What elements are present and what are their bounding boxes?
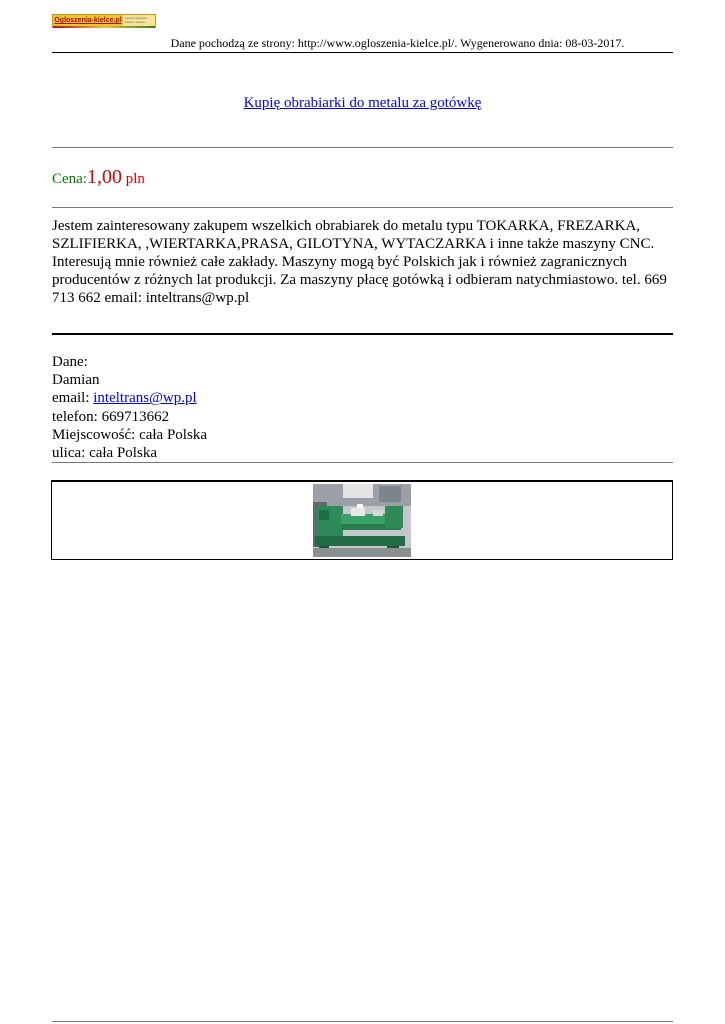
contact-heading: Dane: xyxy=(52,354,88,370)
title-divider xyxy=(52,147,673,148)
price-divider xyxy=(52,207,673,208)
email-label: email: xyxy=(52,390,94,407)
price xyxy=(52,166,145,189)
contact-divider xyxy=(52,462,673,463)
image-gallery xyxy=(51,480,673,560)
listing-title-link[interactable]: Kupię obrabiarki do metalu za gotówkę xyxy=(243,95,482,111)
contact-street-row xyxy=(52,444,207,462)
price-label: Cena: xyxy=(52,171,87,187)
street-label: ulica: xyxy=(52,445,90,462)
city-label: Miejscowość: xyxy=(52,426,140,443)
description-divider xyxy=(52,333,673,335)
price-value: 1,00 xyxy=(87,166,122,188)
city-value: cała Polska xyxy=(139,426,207,443)
logo-tagline: Serwis ogłoszeń Kielce i okolice xyxy=(123,15,155,27)
phone-value: 669713662 xyxy=(101,408,170,425)
lathe-machine-image xyxy=(313,484,411,557)
contact-details xyxy=(52,353,207,462)
header-divider xyxy=(52,52,673,53)
logo-stripe xyxy=(53,26,155,28)
contact-phone-row xyxy=(52,408,207,426)
footer-divider xyxy=(52,1021,673,1022)
contact-city-row xyxy=(52,426,207,444)
price-unit: pln xyxy=(125,171,145,187)
logo-text: Ogloszenia-kielce.pl xyxy=(53,15,123,27)
email-link[interactable]: inteltrans@wp.pl xyxy=(93,390,197,407)
listing-description: Jestem zainteresowany zakupem wszelkich obrabiarek do metalu typu TOKARKA, FREZARKA, SZLIFIERKA, ,WIERTARKA,PRASA, GILOTYNA, WYTACZARKA i inne także maszyny CNC. Interesują mnie również całe zakłady. Maszyny mogą być Polskich jak i również zagranicznych producentów z różnych lat produkcji. Za maszyny płacę gotówką i odbieram natychmiastowo. tel. 669 713 662 email: inteltrans@wp.pl xyxy=(52,218,667,306)
source-line: Dane pochodzą ze strony: http://www.ogloszenia-kielce.pl/. Wygenerowano dnia: 08-03-2017. xyxy=(170,36,625,50)
street-value: cała Polska xyxy=(89,445,157,462)
contact-name: Damian xyxy=(52,372,100,389)
phone-label: telefon: xyxy=(52,408,102,425)
listing-photo[interactable] xyxy=(313,484,411,557)
contact-email-row xyxy=(52,389,207,407)
site-logo[interactable] xyxy=(52,14,156,28)
